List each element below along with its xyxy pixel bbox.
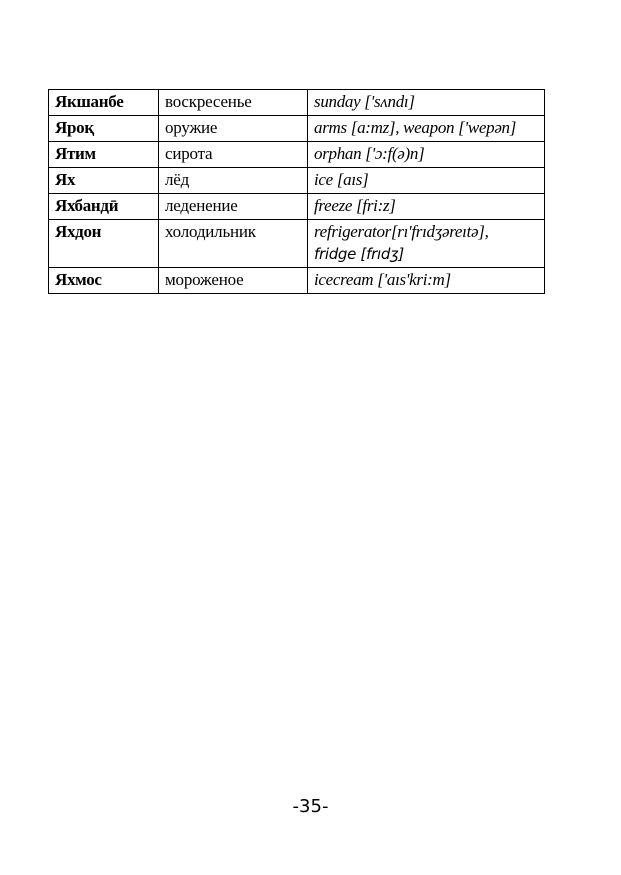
tajik-word: Ях bbox=[49, 168, 159, 194]
table-row bbox=[49, 142, 545, 168]
english-translation-main: refrigerator[rı'frıdʒəreıtə], bbox=[314, 222, 489, 241]
tajik-word: Ярoқ bbox=[49, 116, 159, 142]
english-translation: freeze [fri:z] bbox=[308, 194, 545, 220]
russian-translation: леденение bbox=[159, 194, 308, 220]
tajik-word: Ятим bbox=[49, 142, 159, 168]
russian-translation: воскресенье bbox=[159, 90, 308, 116]
dictionary-table bbox=[48, 89, 545, 294]
table-row bbox=[49, 220, 545, 268]
tajik-word: Яхдон bbox=[49, 220, 159, 268]
table-row bbox=[49, 90, 545, 116]
table-row bbox=[49, 194, 545, 220]
tajik-word: Яхбандӣ bbox=[49, 194, 159, 220]
tajik-word: Яхмос bbox=[49, 268, 159, 294]
tajik-word: Якшанбе bbox=[49, 90, 159, 116]
russian-translation: оружие bbox=[159, 116, 308, 142]
english-translation: icecream ['aıs'kri:m] bbox=[308, 268, 545, 294]
russian-translation: сирота bbox=[159, 142, 308, 168]
russian-translation: холодильник bbox=[159, 220, 308, 268]
english-translation: orphan ['ɔ:f(ə)n] bbox=[308, 142, 545, 168]
russian-translation: лёд bbox=[159, 168, 308, 194]
english-translation-extra: fridge [frıdʒ] bbox=[314, 245, 404, 263]
english-translation: sunday ['sʌndı] bbox=[308, 90, 545, 116]
table-row bbox=[49, 116, 545, 142]
table-row bbox=[49, 268, 545, 294]
russian-translation: мороженое bbox=[159, 268, 308, 294]
page-number: -35- bbox=[292, 796, 329, 817]
english-translation: arms [a:mz], weapon ['wepən] bbox=[308, 116, 545, 142]
english-translation: ice [aıs] bbox=[308, 168, 545, 194]
english-translation bbox=[308, 220, 545, 268]
table-row bbox=[49, 168, 545, 194]
